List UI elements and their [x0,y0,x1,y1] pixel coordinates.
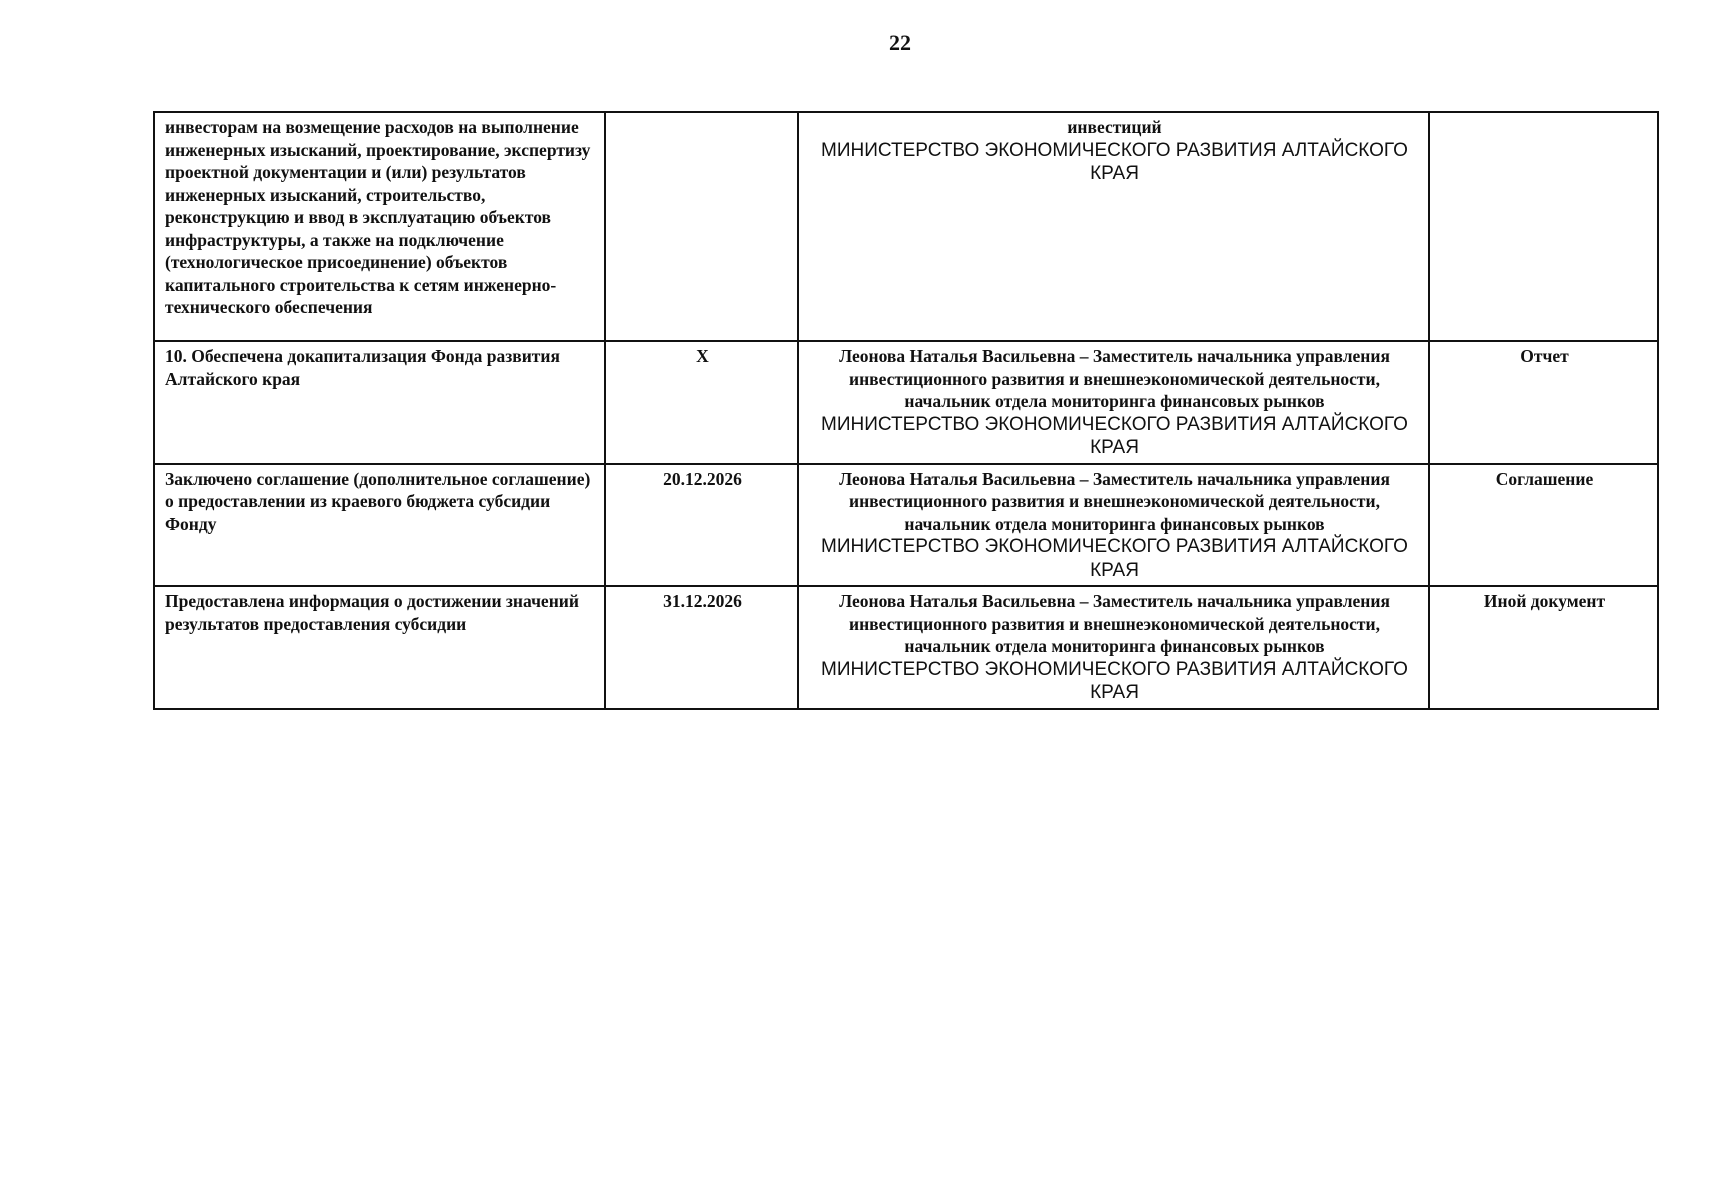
responsible-text: инвестиций [1067,117,1162,137]
cell-description [154,341,605,464]
table-row [154,586,1658,709]
cell-document [1429,112,1658,341]
cell-date [605,112,798,341]
cell-responsible [798,341,1429,464]
description-text: Предоставлена информация о достижении значений результатов предоставления субсидии [165,591,579,634]
cell-date: 20.12.2026 [605,464,798,587]
cell-responsible [798,586,1429,709]
cell-document: Соглашение [1429,464,1658,587]
ministry-text: МИНИСТЕРСТВО ЭКОНОМИЧЕСКОГО РАЗВИТИЯ АЛТАЙСКОГО КРАЯ [821,413,1408,458]
description-text: инвесторам на возмещение расходов на выполнение инженерных изысканий, проектирование, экспертизу проектной документации и (или) результатов инженерных изысканий, строительство, реконструкцию и ввод в эксплуатацию объектов инфраструктуры, а также на подключение (технологическое присоединение) объектов капитального строительства к сетям инженерно-технического обеспечения [165,117,591,317]
table-row [154,341,1658,464]
ministry-text: МИНИСТЕРСТВО ЭКОНОМИЧЕСКОГО РАЗВИТИЯ АЛТАЙСКОГО КРАЯ [821,536,1408,581]
cell-description [154,586,605,709]
plan-table [153,111,1659,710]
cell-document: Отчет [1429,341,1658,464]
table-row [154,112,1658,341]
cell-document: Иной документ [1429,586,1658,709]
ministry-text: МИНИСТЕРСТВО ЭКОНОМИЧЕСКОГО РАЗВИТИЯ АЛТАЙСКОГО КРАЯ [821,139,1408,184]
cell-responsible [798,464,1429,587]
responsible-text: Леонова Наталья Васильевна – Заместитель начальника управления инвестиционного развития и внешнеэкономической деятельности, начальник отдела мониторинга финансовых рынков [839,346,1390,411]
description-text: Заключено соглашение (дополнительное соглашение) о предоставлении из краевого бюджета субсидии Фонду [165,468,591,534]
cell-responsible [798,112,1429,341]
responsible-text: Леонова Наталья Васильевна – Заместитель начальника управления инвестиционного развития и внешнеэкономической деятельности, начальник отдела мониторинга финансовых рынков [839,468,1390,534]
cell-description [154,464,605,587]
page-number: 22 [889,30,911,55]
table-row [154,464,1658,587]
responsible-text: Леонова Наталья Васильевна – Заместитель начальника управления инвестиционного развития и внешнеэкономической деятельности, начальник отдела мониторинга финансовых рынков [839,591,1390,656]
cell-date: 31.12.2026 [605,586,798,709]
ministry-text: МИНИСТЕРСТВО ЭКОНОМИЧЕСКОГО РАЗВИТИЯ АЛТАЙСКОГО КРАЯ [821,658,1408,703]
cell-description [154,112,605,341]
description-text: 10. Обеспечена докапитализация Фонда развития Алтайского края [165,346,560,389]
cell-date: X [605,341,798,464]
